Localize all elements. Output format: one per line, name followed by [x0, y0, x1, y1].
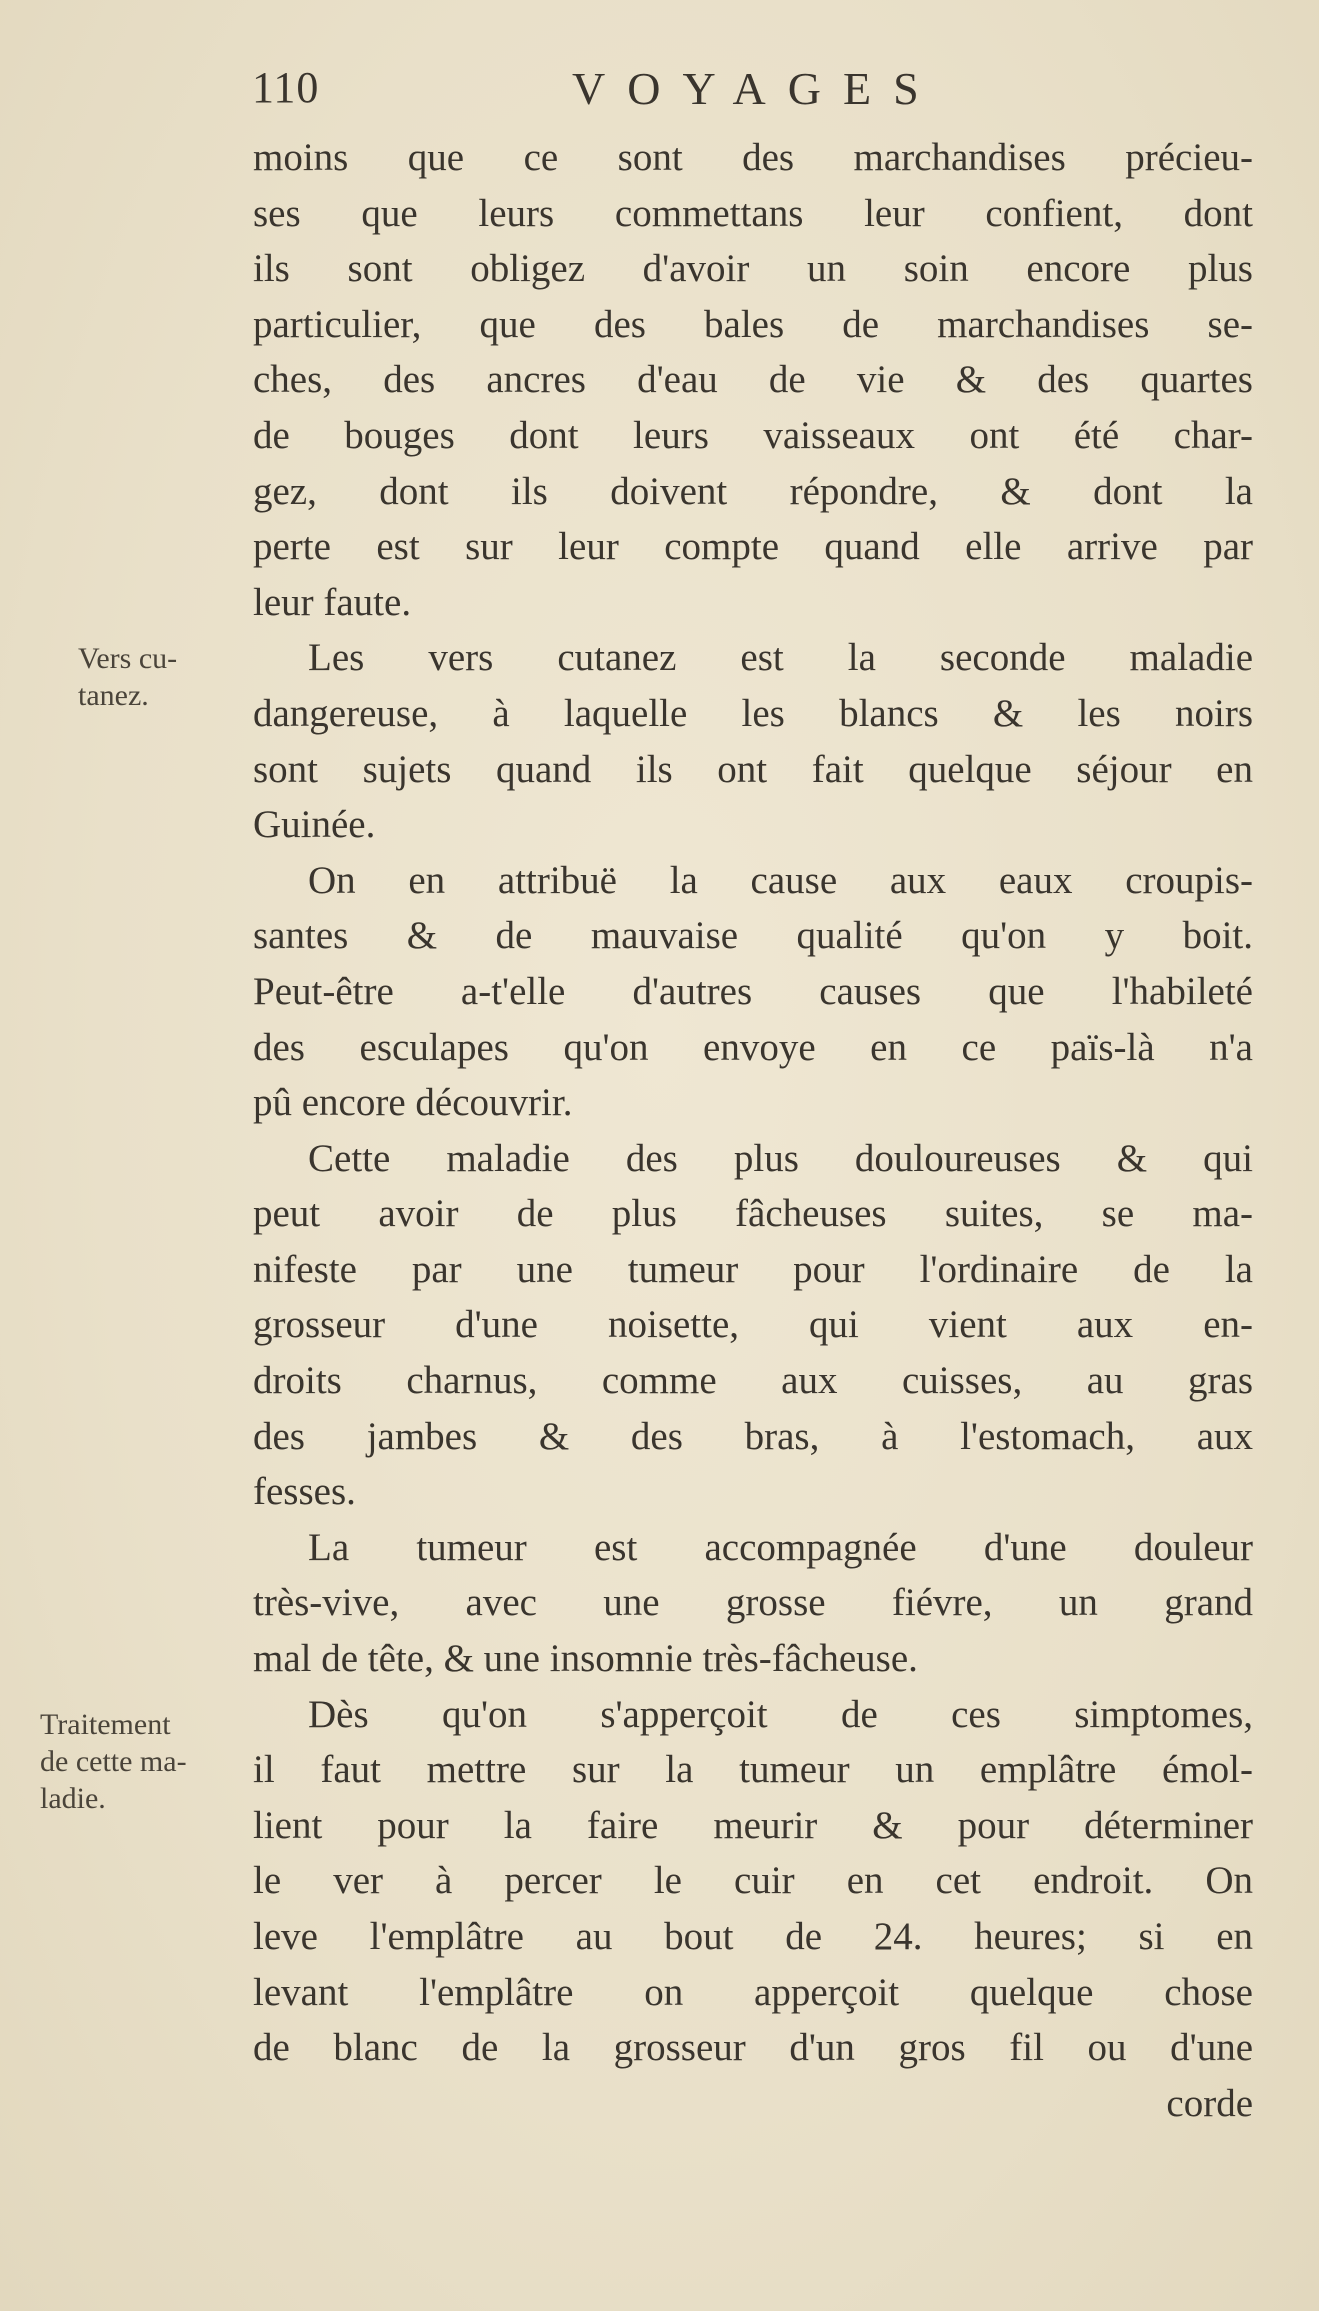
- margin-note-line: de cette ma-: [40, 1745, 187, 1778]
- text-line: grosseur d'une noisette, qui vient aux en-: [253, 1303, 1253, 1347]
- catchword: corde: [1166, 2081, 1253, 2125]
- text-line: lient pour la faire meurir & pour déterminer: [253, 1803, 1253, 1847]
- text-line: santes & de mauvaise qualité qu'on y boit.: [253, 914, 1253, 958]
- body-text: [253, 130, 1253, 2131]
- text-line: des esculapes qu'on envoye en ce païs-là n'a: [253, 1025, 1253, 1069]
- text-line: gez, dont ils doivent répondre, & dont la: [253, 469, 1253, 513]
- running-title: VOYAGES: [572, 63, 941, 114]
- text-line: Peut-être a-t'elle d'autres causes que l'habileté: [253, 969, 1253, 1013]
- text-line: ses que leurs commettans leur confient, dont: [253, 191, 1253, 235]
- text-line: leur faute.: [253, 580, 412, 624]
- text-line: peut avoir de plus fâcheuses suites, se ma-: [253, 1192, 1253, 1236]
- margin-note-line: tanez.: [78, 679, 149, 712]
- text-line: On en attribuë la cause aux eaux croupis-: [308, 858, 1253, 902]
- text-line: perte est sur leur compte quand elle arrive par: [253, 525, 1253, 569]
- text-line: levant l'emplâtre on apperçoit quelque chose: [253, 1970, 1253, 2014]
- text-line: de blanc de la grosseur d'un gros fil ou d'une: [253, 2026, 1253, 2070]
- text-line: il faut mettre sur la tumeur un emplâtre émol-: [253, 1748, 1253, 1792]
- text-line: droits charnus, comme aux cuisses, au gras: [253, 1359, 1253, 1403]
- text-line: La tumeur est accompagnée d'une douleur: [308, 1525, 1253, 1569]
- text-line: moins que ce sont des marchandises précieu-: [253, 136, 1253, 179]
- text-line: leve l'emplâtre au bout de 24. heures; si en: [253, 1915, 1253, 1958]
- text-line: Dès qu'on s'apperçoit de ces simptomes,: [308, 1692, 1253, 1736]
- margin-note-line: Vers cu-: [78, 642, 178, 675]
- text-line: fesses.: [253, 1470, 356, 1514]
- text-line: dangereuse, à laquelle les blancs & les noirs: [253, 691, 1253, 735]
- margin-note-traitement: [40, 1706, 187, 1817]
- text-line: Les vers cutanez est la seconde maladie: [308, 636, 1253, 680]
- text-line: sont sujets quand ils ont fait quelque séjour en: [253, 747, 1253, 791]
- text-line: ches, des ancres d'eau de vie & des quartes: [253, 358, 1253, 402]
- text-line: Cette maladie des plus douloureuses & qui: [308, 1136, 1253, 1180]
- text-line: mal de tête, & une insomnie très-fâcheuse.: [253, 1637, 918, 1681]
- page-header: [252, 62, 1012, 122]
- text-line: très-vive, avec une grosse fiévre, un grand: [253, 1581, 1253, 1625]
- page-number: 110: [252, 63, 320, 112]
- margin-note-line: ladie.: [40, 1782, 106, 1815]
- text-line: nifeste par une tumeur pour l'ordinaire de la: [253, 1247, 1253, 1291]
- text-line: le ver à percer le cuir en cet endroit. On: [253, 1859, 1253, 1903]
- margin-note-line: Traitement: [40, 1708, 171, 1741]
- text-line: des jambes & des bras, à l'estomach, aux: [253, 1414, 1253, 1458]
- text-line: pû encore découvrir.: [253, 1081, 573, 1125]
- text-line: ils sont obligez d'avoir un soin encore plus: [253, 247, 1253, 291]
- text-line: particulier, que des bales de marchandises se-: [253, 302, 1253, 346]
- text-line: Guinée.: [253, 803, 376, 847]
- text-line: de bouges dont leurs vaisseaux ont été char-: [253, 413, 1253, 457]
- margin-note-vers-cutanez: [78, 640, 177, 714]
